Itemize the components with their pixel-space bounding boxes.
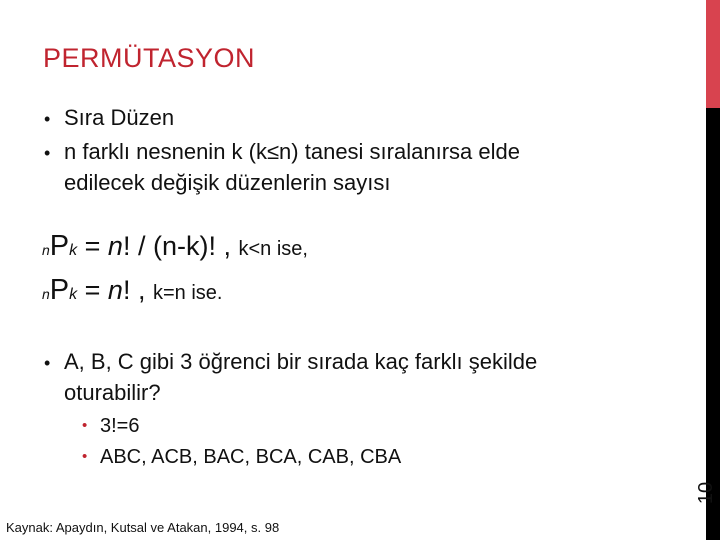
sidebar-red-block [706, 0, 720, 108]
formula-k-equals-n [42, 270, 222, 315]
formula-equals: = [77, 231, 108, 261]
formula-sub-k: k [69, 242, 78, 259]
formula-condition: k<n ise, [238, 238, 308, 260]
example-question-continuation: oturabilir? [64, 380, 161, 405]
formula-p: P [49, 274, 70, 306]
bullet-text-sira-duzen: Sıra Düzen [64, 105, 175, 130]
formula-n: n [107, 231, 123, 261]
page-number: 10 [695, 481, 717, 505]
bullet-text-definition-continuation: edilecek değişik düzenlerin sayısı [64, 170, 391, 195]
example-question: A, B, C gibi 3 öğrenci bir sırada kaç farklı şekilde [64, 349, 538, 374]
example-answer-count: 3!=6 [100, 415, 140, 437]
formula-n: n [107, 275, 123, 305]
formula-equals: = [77, 275, 108, 305]
formula-pre-n: n [42, 286, 50, 302]
formula-sub-k: k [69, 286, 78, 303]
formula-expression: ! , [122, 275, 153, 305]
bullet-text-definition: n farklı nesnenin k (k≤n) tanesi sıralanırsa elde [64, 139, 520, 164]
example-answer-list: ABC, ACB, BAC, BCA, CAB, CBA [100, 446, 402, 468]
formula-pre-n: n [42, 242, 50, 258]
sidebar-accent-bar [706, 0, 720, 540]
formula-condition: k=n ise. [152, 282, 223, 304]
sub-bullet-marker: • [82, 417, 88, 434]
source-citation: Kaynak: Apaydın, Kutsal ve Atakan, 1994, s. 98 [6, 520, 280, 535]
bullet-marker: • [44, 109, 51, 129]
bullet-marker: • [44, 143, 51, 163]
sub-bullet-marker: • [82, 448, 88, 465]
formula-expression: ! / (n-k)! , [122, 231, 239, 261]
slide-title: PERMÜTASYON [43, 43, 256, 73]
bullet-marker: • [44, 353, 51, 373]
formula-k-less-n [42, 226, 308, 271]
formula-p: P [49, 230, 70, 262]
